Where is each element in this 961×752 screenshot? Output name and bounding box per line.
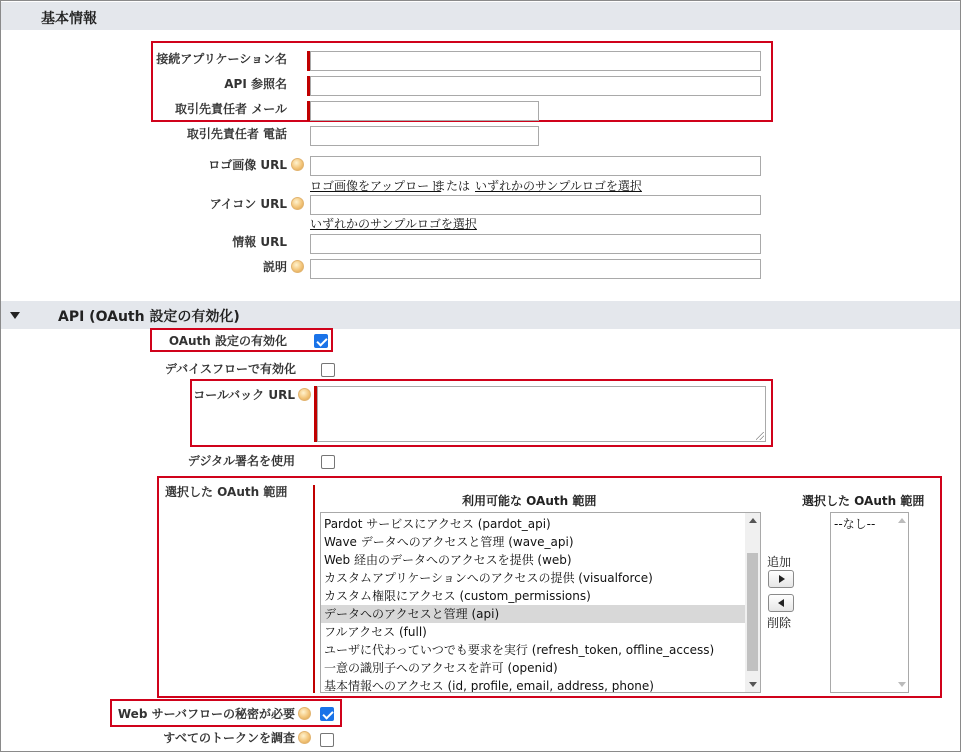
basic-info-section-header [1,2,960,30]
require-secret-label: Web サーバフローの秘密が必要 [117,707,295,721]
enable-oauth-checkbox[interactable] [314,334,328,348]
info-url-input[interactable] [310,234,761,254]
scope-option[interactable]: Wave データへのアクセスと管理 (wave_api) [324,535,574,549]
help-icon[interactable] [298,707,311,720]
scroll-up-arrow-icon[interactable] [898,518,906,523]
callback-url-label: コールバック URL [193,388,295,402]
left-arrow-icon [778,599,784,607]
device-flow-label: デバイスフローで有効化 [164,362,296,376]
help-icon[interactable] [298,731,311,744]
contact-phone-label: 取引先責任者 電話 [186,127,287,141]
introspect-all-label: すべてのトークンを調査 [163,731,295,745]
help-icon[interactable] [291,197,304,210]
scroll-down-arrow-icon[interactable] [749,682,757,687]
basic-info-title: 基本情報 [41,11,97,27]
scope-option[interactable]: ユーザに代わっていつでも要求を実行 (refresh_token, offline_access) [324,643,715,657]
available-scopes-scrollbar[interactable] [745,513,760,692]
icon-url-label: アイコン URL [209,197,287,211]
connected-app-name-label: 接続アプリケーション名 [156,52,287,66]
scope-option[interactable]: 一意の識別子へのアクセスを許可 (openid) [324,661,558,675]
logo-url-label: ロゴ画像 URL [208,158,287,172]
require-secret-checkbox[interactable] [320,707,334,721]
available-scopes-list[interactable] [320,512,761,693]
remove-label: 削除 [767,616,792,630]
selected-scopes-header: 選択した OAuth 範囲 [802,494,925,508]
logo-url-input[interactable] [310,156,761,176]
callback-url-textarea[interactable] [317,386,766,442]
help-icon[interactable] [291,260,304,273]
help-icon[interactable] [298,388,311,401]
api-name-input[interactable] [310,76,761,96]
add-label: 追加 [767,555,792,569]
description-label: 説明 [262,260,287,274]
scope-option[interactable]: データへのアクセスと管理 (api) [321,605,745,623]
scroll-thumb[interactable] [747,553,758,671]
api-section-title: API (OAuth 設定の有効化) [58,309,240,325]
choose-sample-icon-link[interactable]: いずれかのサンプルロゴを選択 [310,217,477,231]
description-input[interactable] [310,259,761,279]
connected-app-name-input[interactable] [310,51,761,71]
selected-scope-option[interactable]: --なし-- [834,517,876,531]
icon-url-input[interactable] [310,195,761,215]
help-icon[interactable] [291,158,304,171]
required-indicator [313,485,315,693]
contact-email-input[interactable] [310,101,539,121]
or-text: または [434,179,471,193]
api-name-label: API 参照名 [224,77,287,91]
contact-phone-input[interactable] [310,126,539,146]
resize-grip-icon[interactable] [756,432,764,440]
contact-email-label: 取引先責任者 メール [175,102,287,116]
scroll-up-arrow-icon[interactable] [749,518,757,523]
selected-scopes-label: 選択した OAuth 範囲 [165,485,288,499]
device-flow-checkbox[interactable] [321,363,335,377]
scope-option[interactable]: Pardot サービスにアクセス (pardot_api) [324,517,551,531]
available-scopes-header: 利用可能な OAuth 範囲 [462,494,597,508]
enable-oauth-label: OAuth 設定の有効化 [168,334,287,348]
add-scope-button[interactable] [768,570,794,588]
scope-option[interactable]: カスタム権限にアクセス (custom_permissions) [324,589,591,603]
selected-scopes-scrollbar[interactable] [896,513,908,692]
introspect-all-checkbox[interactable] [320,733,334,747]
collapse-triangle-icon[interactable] [10,312,20,319]
selected-scopes-list[interactable] [830,512,909,693]
choose-sample-logo-link[interactable]: いずれかのサンプルロゴを選択 [475,179,642,193]
scope-option[interactable]: フルアクセス (full) [324,625,427,639]
scroll-down-arrow-icon[interactable] [898,682,906,687]
scope-option[interactable]: カスタムアプリケーションへのアクセスの提供 (visualforce) [324,571,653,585]
upload-logo-link[interactable]: ロゴ画像をアップロード [310,179,442,193]
remove-scope-button[interactable] [768,594,794,612]
digital-signature-label: デジタル署名を使用 [187,454,295,468]
scope-option[interactable]: Web 経由のデータへのアクセスを提供 (web) [324,553,572,567]
info-url-label: 情報 URL [232,235,287,249]
right-arrow-icon [779,575,785,583]
scope-option[interactable]: 基本情報へのアクセス (id, profile, email, address, phone) [324,679,654,693]
digital-signature-checkbox[interactable] [321,455,335,469]
